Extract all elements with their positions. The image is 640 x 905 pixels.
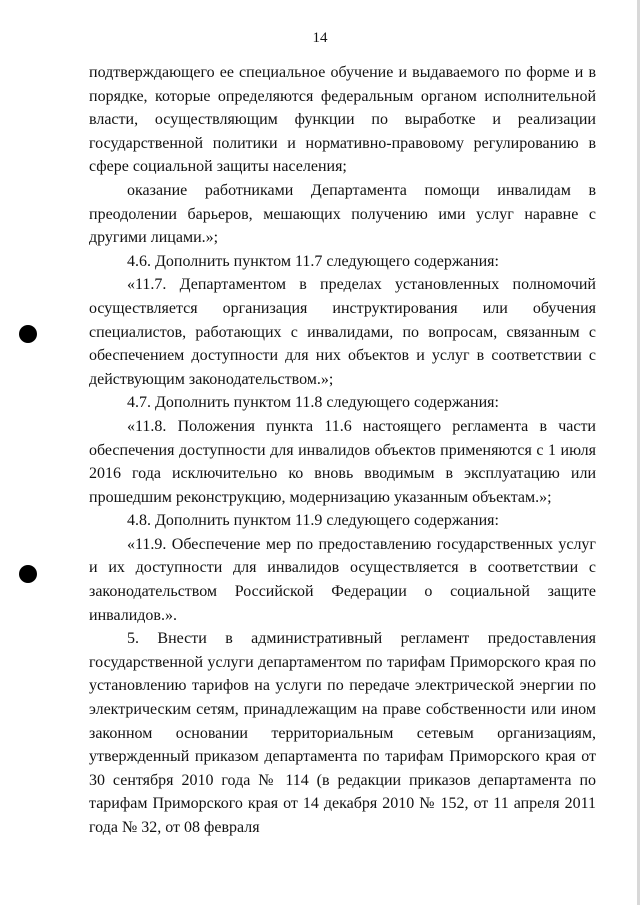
paragraph-amendment-4-7: 4.7. Дополнить пунктом 11.8 следующего содержания: xyxy=(127,394,499,412)
paragraph-clause-11-7: «11.7. Департаментом в пределах установленных полномочий осуществляется организация инструктирования или обучения специалистов, работающих с инвалидами, по вопросам, связанным с обеспечением доступности для них объектов и услуг в соответствии с действующим законодательством.»; xyxy=(89,276,596,388)
page-number: 14 xyxy=(312,30,328,46)
document-body xyxy=(89,61,596,840)
punch-hole-mark xyxy=(19,565,37,583)
paragraph-item-5: 5. Внести в административный регламент предоставления государственной услуги департаментом по тарифам Приморского края по установлению тарифов на услуги по передаче электрической энергии по электрическим сетям, принадлежащим на праве собственности или ином законном основании территориальным сетевым организациям, утвержденный приказом департамента по тарифам Приморского края от 30 сентября 2010 года № 114 (в редакции приказов департамента по тарифам Приморского края от 14 декабря 2010 № 152, от 11 апреля 2011 года № 32, от 08 февраля xyxy=(89,630,596,836)
paragraph-continuation: подтверждающего ее специальное обучение и выдаваемого по форме и в порядке, которые определяются федеральным органом исполнительной власти, осуществляющим функции по выработке и реализации государственной политики и нормативно-правовому регулированию в сфере социальной защиты населения; xyxy=(89,64,596,176)
paragraph-clause-11-8: «11.8. Положения пункта 11.6 настоящего регламента в части обеспечения доступности для инвалидов объектов применяются с 1 июля 2016 года исключительно ко вновь вводимым в эксплуатацию или прошедшим реконструкцию, модернизацию указанным объектам.»; xyxy=(89,417,596,506)
paragraph-amendment-4-8: 4.8. Дополнить пунктом 11.9 следующего содержания: xyxy=(127,512,499,530)
paragraph-clause-11-9: «11.9. Обеспечение мер по предоставлению государственных услуг и их доступности для инвалидов осуществляется в соответствии с законодательством Российской Федерации о социальной защите инвалидов.». xyxy=(89,535,596,624)
punch-hole-mark xyxy=(19,325,37,343)
paragraph-amendment-4-6: 4.6. Дополнить пунктом 11.7 следующего содержания: xyxy=(127,252,499,270)
paragraph-assistance: оказание работниками Департамента помощи инвалидам в преодолении барьеров, мешающих получению ими услуг наравне с другими лицами.»; xyxy=(89,181,596,247)
